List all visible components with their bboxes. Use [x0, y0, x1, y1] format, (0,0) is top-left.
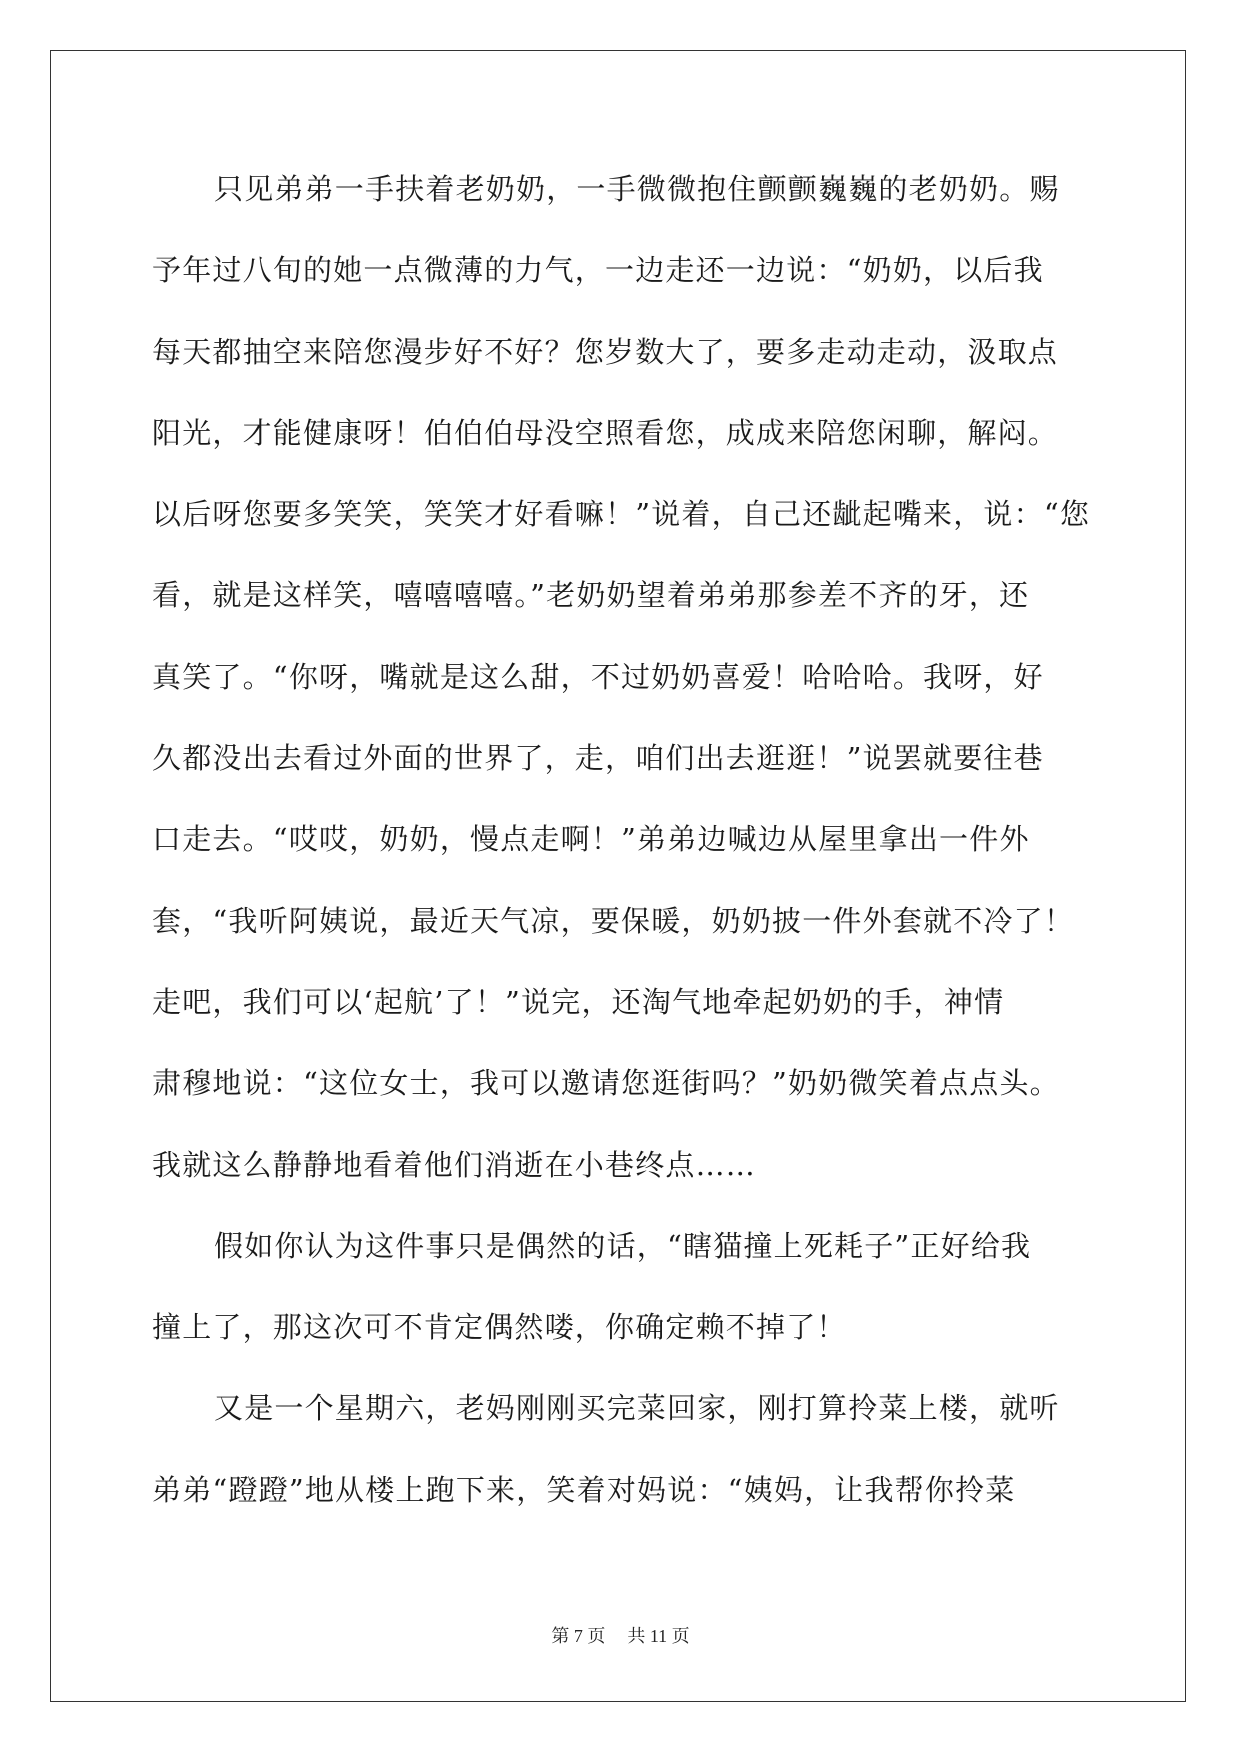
text-line: 口走去。“哎哎，奶奶，慢点走啊！”弟弟边喊边从屋里拿出一件外 — [152, 822, 1030, 857]
text-line: 弟弟“蹬蹬”地从楼上跑下来，笑着对妈说：“姨妈，让我帮你拎菜 — [152, 1472, 1016, 1507]
text-line: 看，就是这样笑，嘻嘻嘻嘻。”老奶奶望着弟弟那参差不齐的牙，还 — [152, 578, 1030, 613]
text-line: 每天都抽空来陪您漫步好不好？您岁数大了，要多走动走动，汲取点 — [152, 334, 1059, 369]
text-line: 我就这么静静地看着他们消逝在小巷终点…… — [152, 1147, 757, 1182]
text-line: 以后呀您要多笑笑，笑笑才好看嘛！”说着，自己还龇起嘴来，说：“您 — [152, 497, 1091, 532]
text-line: 久都没出去看过外面的世界了，走，咱们出去逛逛！”说罢就要往巷 — [152, 741, 1044, 776]
text-line: 假如你认为这件事只是偶然的话，“瞎猫撞上死耗子”正好给我 — [214, 1228, 1032, 1263]
document-body — [152, 160, 1092, 1542]
text-line: 肃穆地说：“这位女士，我可以邀请您逛街吗？”奶奶微笑着点点头。 — [152, 1066, 1060, 1101]
text-line: 阳光，才能健康呀！伯伯伯母没空照看您，成成来陪您闲聊，解闷。 — [152, 415, 1059, 450]
text-line: 走吧，我们可以‘起航’了！”说完，还淘气地牵起奶奶的手，神情 — [152, 984, 1005, 1019]
text-line: 予年过八旬的她一点微薄的力气，一边走还一边说：“奶奶，以后我 — [152, 253, 1044, 288]
page-footer — [0, 1622, 1241, 1648]
page-total: 共 11 页 — [627, 1626, 690, 1646]
text-line: 撞上了，那这次可不肯定偶然喽，你确定赖不掉了！ — [152, 1310, 847, 1345]
page-number: 第 7 页 — [551, 1626, 606, 1646]
text-line: 又是一个星期六，老妈刚刚买完菜回家，刚打算拎菜上楼，就听 — [214, 1391, 1060, 1426]
text-line: 只见弟弟一手扶着老奶奶，一手微微抱住颤颤巍巍的老奶奶。赐 — [214, 172, 1060, 206]
text-line: 套，“我听阿姨说，最近天气凉，要保暖，奶奶披一件外套就不冷了！ — [152, 903, 1075, 938]
text-line: 真笑了。“你呀，嘴就是这么甜，不过奶奶喜爱！哈哈哈。我呀，好 — [152, 659, 1044, 694]
